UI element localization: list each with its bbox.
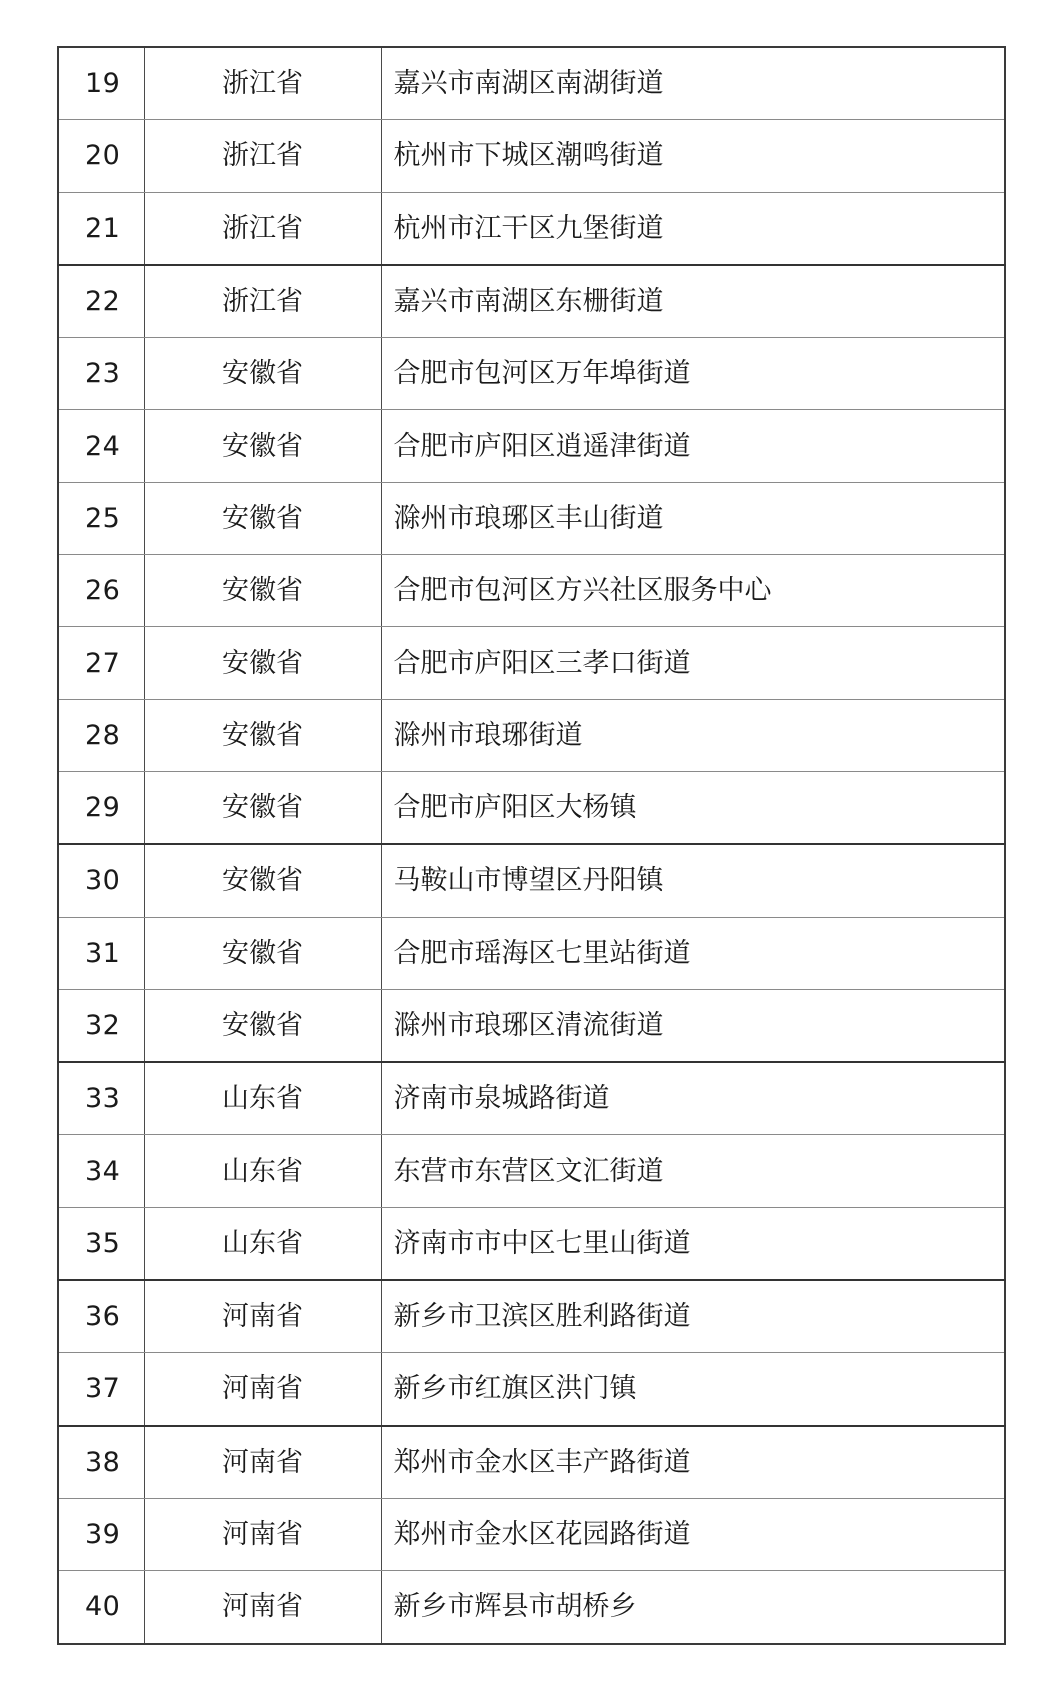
province-cell: 浙江省 [144,192,381,265]
province-cell: 安徽省 [144,989,381,1062]
province-cell: 山东省 [144,1135,381,1207]
row-number: 25 [58,482,144,554]
table-row [58,120,1005,192]
table-row [58,555,1005,627]
province-cell: 安徽省 [144,338,381,410]
table-row [58,989,1005,1062]
row-number: 36 [58,1280,144,1353]
row-number: 27 [58,627,144,699]
row-number: 28 [58,699,144,771]
place-cell: 郑州市金水区花园路街道 [381,1498,1005,1570]
table-row [58,338,1005,410]
place-cell: 东营市东营区文汇街道 [381,1135,1005,1207]
table-row [58,1353,1005,1426]
place-cell: 滁州市琅琊街道 [381,699,1005,771]
place-cell: 济南市泉城路街道 [381,1062,1005,1135]
province-cell: 安徽省 [144,627,381,699]
table-row [58,917,1005,989]
place-cell: 新乡市红旗区洪门镇 [381,1353,1005,1426]
place-cell: 新乡市卫滨区胜利路街道 [381,1280,1005,1353]
place-cell: 新乡市辉县市胡桥乡 [381,1571,1005,1644]
province-cell: 安徽省 [144,699,381,771]
row-number: 26 [58,555,144,627]
row-number: 34 [58,1135,144,1207]
place-cell: 合肥市庐阳区大杨镇 [381,771,1005,844]
place-cell: 合肥市瑶海区七里站街道 [381,917,1005,989]
table-row [58,771,1005,844]
place-cell: 合肥市庐阳区三孝口街道 [381,627,1005,699]
street-list-table [57,46,1006,1645]
province-cell: 安徽省 [144,410,381,482]
table-row [58,1207,1005,1280]
province-cell: 河南省 [144,1353,381,1426]
row-number: 37 [58,1353,144,1426]
table-row [58,699,1005,771]
table-row [58,1426,1005,1499]
table-row [58,844,1005,917]
place-cell: 杭州市江干区九堡街道 [381,192,1005,265]
row-number: 30 [58,844,144,917]
row-number: 33 [58,1062,144,1135]
row-number: 40 [58,1571,144,1644]
province-cell: 安徽省 [144,917,381,989]
row-number: 23 [58,338,144,410]
province-cell: 安徽省 [144,482,381,554]
row-number: 39 [58,1498,144,1570]
row-number: 32 [58,989,144,1062]
place-cell: 济南市市中区七里山街道 [381,1207,1005,1280]
province-cell: 河南省 [144,1280,381,1353]
row-number: 22 [58,265,144,338]
table-row [58,1571,1005,1644]
place-cell: 滁州市琅琊区清流街道 [381,989,1005,1062]
row-number: 21 [58,192,144,265]
province-cell: 浙江省 [144,265,381,338]
province-cell: 河南省 [144,1426,381,1499]
row-number: 38 [58,1426,144,1499]
row-number: 35 [58,1207,144,1280]
row-number: 24 [58,410,144,482]
place-cell: 合肥市庐阳区逍遥津街道 [381,410,1005,482]
document-sheet [57,46,1004,1645]
table-row [58,482,1005,554]
province-cell: 浙江省 [144,120,381,192]
province-cell: 河南省 [144,1498,381,1570]
table-row [58,1062,1005,1135]
table-row [58,192,1005,265]
place-cell: 郑州市金水区丰产路街道 [381,1426,1005,1499]
table-row [58,1135,1005,1207]
province-cell: 山东省 [144,1062,381,1135]
table-row [58,47,1005,120]
row-number: 31 [58,917,144,989]
province-cell: 安徽省 [144,555,381,627]
place-cell: 嘉兴市南湖区南湖街道 [381,47,1005,120]
province-cell: 河南省 [144,1571,381,1644]
row-number: 20 [58,120,144,192]
table-row [58,627,1005,699]
province-cell: 山东省 [144,1207,381,1280]
province-cell: 安徽省 [144,771,381,844]
table-row [58,1498,1005,1570]
table-row [58,265,1005,338]
table-row [58,1280,1005,1353]
row-number: 29 [58,771,144,844]
province-cell: 安徽省 [144,844,381,917]
row-number: 19 [58,47,144,120]
place-cell: 合肥市包河区方兴社区服务中心 [381,555,1005,627]
place-cell: 嘉兴市南湖区东栅街道 [381,265,1005,338]
table-row [58,410,1005,482]
place-cell: 马鞍山市博望区丹阳镇 [381,844,1005,917]
place-cell: 滁州市琅琊区丰山街道 [381,482,1005,554]
place-cell: 合肥市包河区万年埠街道 [381,338,1005,410]
place-cell: 杭州市下城区潮鸣街道 [381,120,1005,192]
province-cell: 浙江省 [144,47,381,120]
